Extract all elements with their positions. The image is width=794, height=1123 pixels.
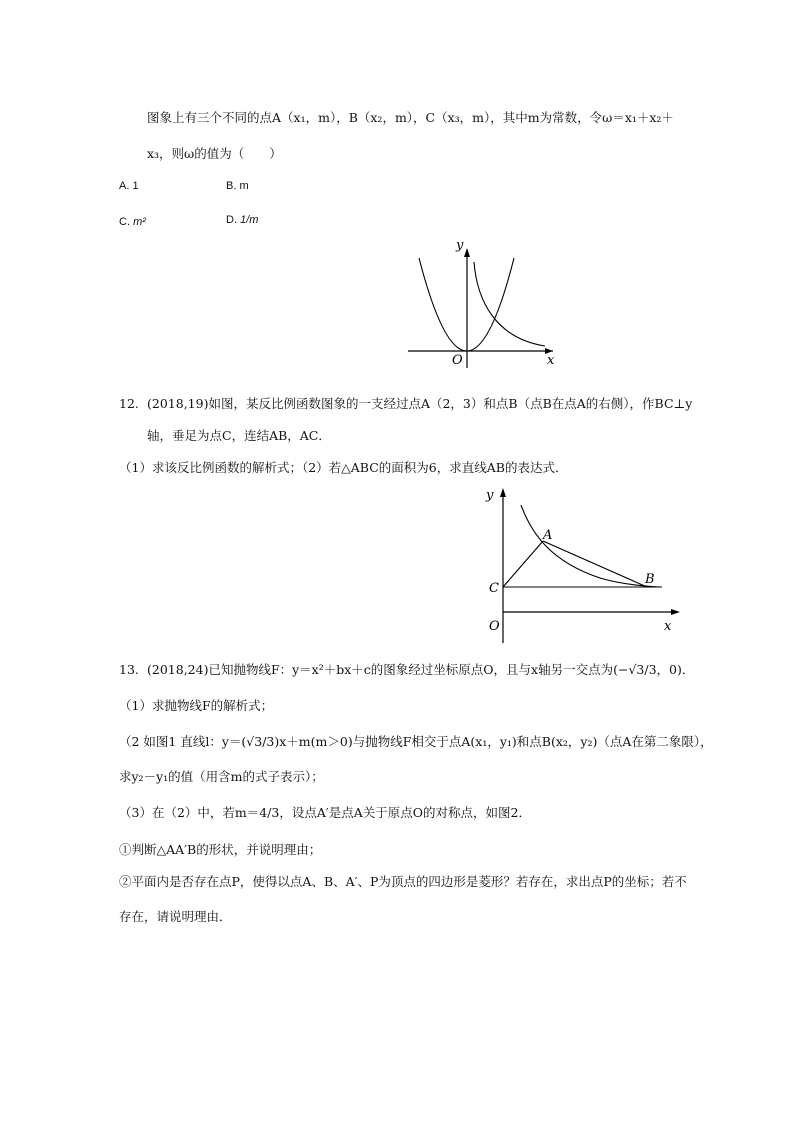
q12-text-line1: (2018,19)如图，某反比例函数图象的一支经过点A（2，3）和点B（点B在点A的右侧），作BC⊥y [147, 396, 693, 411]
q11-x-label: x [547, 353, 555, 368]
q12-y-arrow-icon [500, 488, 506, 497]
q12-y-label: y [486, 488, 494, 503]
q13-sub1: ①判断△AA′B的形状，并说明理由； [119, 842, 322, 857]
q13-part1: （1）求抛物线F的解析式； [119, 698, 274, 713]
q13-text-line1: (2018,24)已知抛物线F：y＝x²＋bx＋c的图象经过坐标原点O，且与x轴另一交点为(−√3/3，0)． [147, 662, 695, 677]
option-d: D. 1/m [226, 214, 259, 226]
q12-origin-label: O [489, 619, 500, 634]
q12-text-line3: （1）求该反比例函数的解析式；（2）若△ABC的面积为6，求直线AB的表达式． [119, 460, 568, 475]
q11-y-label: y [456, 238, 464, 253]
q12-x-arrow-icon [671, 609, 680, 615]
q12-x-label: x [664, 619, 672, 634]
q13-sub2-line1: ②平面内是否存在点P，使得以点A、B、A′、P为顶点的四边形是菱形？若存在，求出点P的坐标；若不 [119, 874, 687, 889]
q12-segment-ac [503, 541, 543, 587]
option-b: B. m [226, 180, 249, 192]
q13-number: 13. [119, 662, 139, 677]
q13-part3: （3）在（2）中，若m＝4/3，设点A′是点A关于原点O的对称点，如图2． [119, 805, 531, 820]
q11-origin-label: O [452, 353, 463, 368]
q13-part2-line2: 求y₂－y₁的值（用含m的式子表示）； [119, 769, 324, 784]
q12-hyperbola [521, 505, 660, 587]
q12-text-line2: 轴，垂足为点C，连结AB，AC． [147, 428, 331, 443]
q12-segment-ab [543, 541, 647, 587]
option-a: A. 1 [119, 180, 139, 192]
q11-text-line1: 图象上有三个不同的点A（x₁，m），B（x₂，m），C（x₃，m），其中m为常数，令ω＝x₁＋x₂＋ [147, 110, 674, 125]
q12-point-a-label: A [543, 528, 553, 543]
option-c: C. m² [119, 216, 146, 228]
q12-point-c-label: C [489, 581, 499, 596]
q12-number: 12. [119, 396, 139, 411]
q13-part2-line1: （2 如图1 直线l：y＝(√3/3)x＋m(m＞0)与抛物线F相交于点A(x₁，y₁)和点B(x₂，y₂)（点A在第二象限）， [119, 734, 713, 749]
q13-sub2-line2: 存在，请说明理由． [119, 909, 232, 924]
q12-point-b-label: B [645, 572, 655, 587]
q11-text-line2: x₃，则ω的值为（ ） [147, 146, 282, 161]
